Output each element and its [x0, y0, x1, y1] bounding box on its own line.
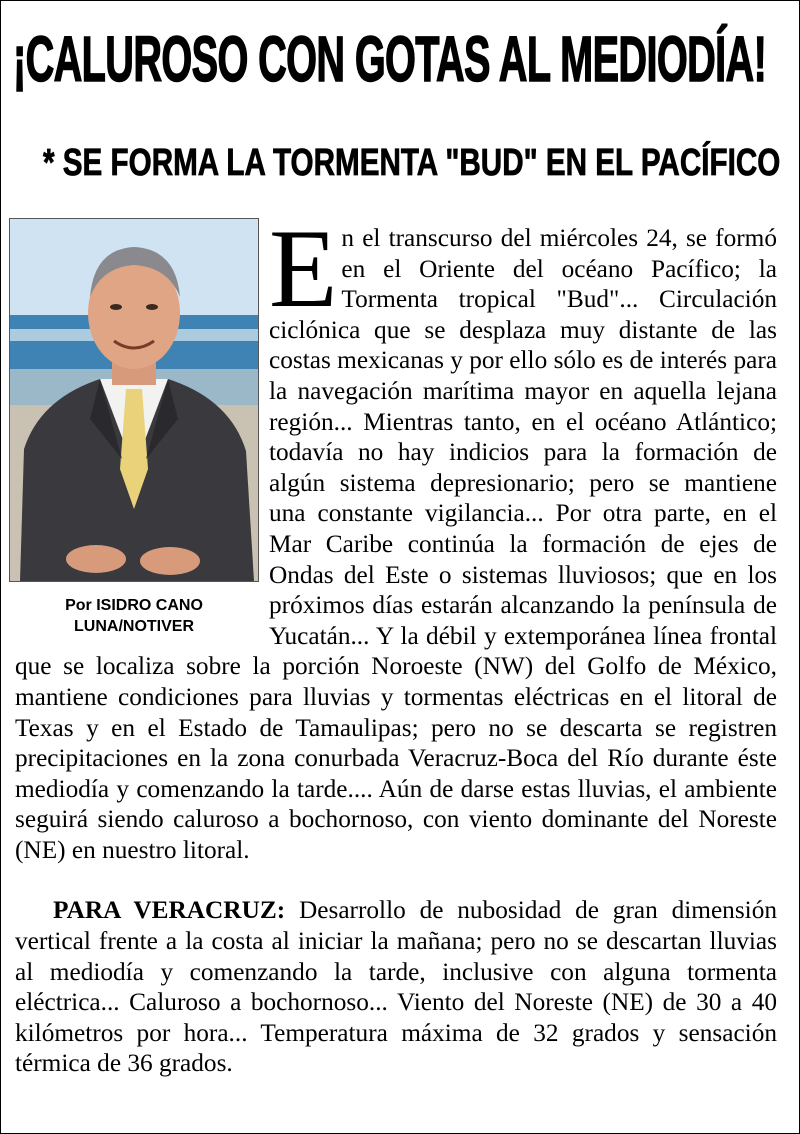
article-body [15, 207, 777, 1104]
paragraph-1-text: n el transcurso del miércoles 24, se formó en el Oriente del océano Pacífico; la Tormenta tropical "Bud"... Circulación ciclónica que se desplaza muy distante de las costas mexicanas y por ello sólo es de interés para la navegación marítima mayor en aquella lejana región... Mientras tanto, en el océano Atlántico; todavía no hay indicios para la formación de algún sistema depresionario; pero se mantiene una constante vigilancia... Por otra parte, en el Mar Caribe continúa la formación de ejes de Ondas del Este o sistemas lluviosos; que en los próximos días estarán alcanzando la península de Yucatán... Y la débil y extemporánea línea frontal que se localiza sobre la porción Noroeste (NW) del Golfo de México, mantiene condiciones para lluvias y tormentas eléctricas en el litoral de Texas y en el Estado de Tamaulipas; pero no se descarta se registren precipitaciones en la zona conurbada Veracruz-Boca del Río durante éste mediodía y comenzando la tarde.... Aún de darse estas lluvias, el ambiente seguirá siendo caluroso a bochornoso, con viento dominante del Noreste (NE) en nuestro litoral. [15, 224, 777, 864]
article-paragraph-2 [15, 895, 777, 1079]
paragraph-2-text: Desarrollo de nubosidad de gran dimensión vertical frente a la costa al iniciar la mañana; pero no se descartan lluvias al mediodía y comenzando la tarde, inclusive con alguna tormenta eléctrica... Caluroso a bochornoso... Viento del Noreste (NE) de 30 a 40 kilómetros por hora... Temperatura máxima de 32 grados y sensación térmica de 36 grados. [15, 896, 777, 1078]
drop-cap: E [269, 207, 338, 331]
photo-spacer [15, 223, 269, 643]
byline-author: Por ISIDRO CANO [65, 597, 203, 614]
subheadline: * SE FORMA LA TORMENTA "BUD" EN EL PACÍFICO [43, 142, 781, 184]
paragraph-2-label: PARA VERACRUZ: [53, 896, 286, 925]
headline: ¡CALUROSO CON GOTAS AL MEDIODÍA! [13, 23, 767, 95]
byline-source: LUNA/NOTIVER [74, 618, 194, 635]
